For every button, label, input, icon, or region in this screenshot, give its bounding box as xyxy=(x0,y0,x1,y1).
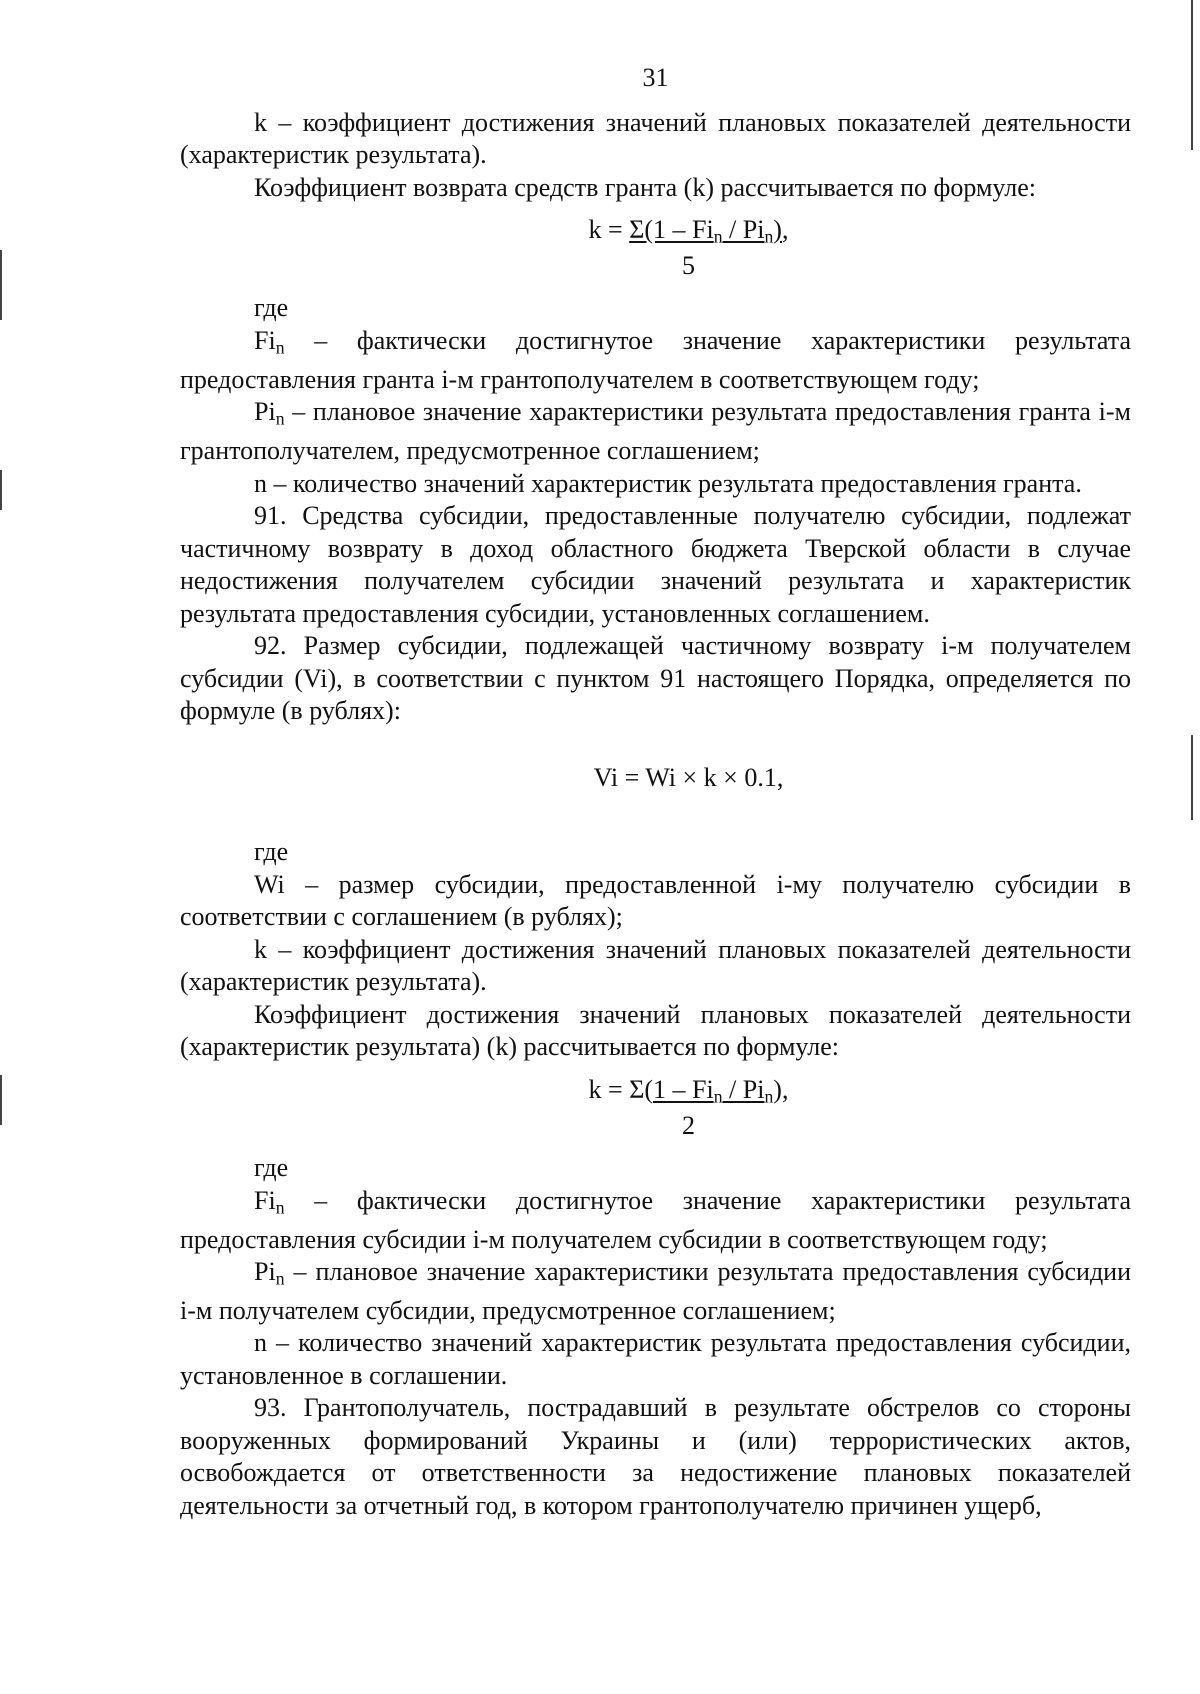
document-page xyxy=(180,62,1131,1522)
paragraph-91: 91. Средства субсидии, предоставленные получателю субсидии, подлежат частичному возврату в доход областного бюджета Тверской области в случае недостижения получателем субсидии значений результата и характеристик результата предоставления субсидии, установленных соглашением. xyxy=(180,501,1131,628)
formula-k-subsidy: k = Σ(1 – Fin / Pin), 2 xyxy=(588,1074,789,1141)
n-definition: n – количество значений характеристик результата предоставления гранта. xyxy=(254,468,1082,498)
k-calculation-intro: Коэффициент возврата средств гранта (k) рассчитывается по формуле: xyxy=(254,172,1037,202)
scan-edge-right xyxy=(1191,0,1193,150)
paragraph-93: 93. Грантополучатель, пострадавший в результате обстрелов со стороны вооруженных формирований Украины и (или) террористических актов, освобождается от ответственности за недостижение плановых показателей деятельности за отчетный год, в котором грантополучателю причинен ущерб, xyxy=(180,1393,1131,1520)
k-definition: k – коэффициент достижения значений плановых показателей деятельности (характеристик результата). xyxy=(180,107,1131,169)
k-calculation-intro: Коэффициент достижения значений плановых показателей деятельности (характеристик результата) (k) рассчитывается по формуле: xyxy=(180,999,1131,1062)
formula-denominator: 5 xyxy=(682,251,695,281)
fi-definition: Fin – фактически достигнутое значение характеристики результата предоставления субсидии i-м получателем субсидии в соответствующем году; xyxy=(180,1185,1132,1254)
scan-edge-left xyxy=(0,250,2,320)
scan-edge-left xyxy=(0,1075,2,1125)
where-label: где xyxy=(254,837,289,867)
page-number: 31 xyxy=(642,63,669,92)
scan-edge-right xyxy=(1191,735,1193,820)
scan-edge-left xyxy=(0,470,2,510)
wi-definition: Wi – размер субсидии, предоставленной i-му получателю субсидии в соответствии с соглашением (в рублях); xyxy=(180,869,1131,932)
paragraph-92: 92. Размер субсидии, подлежащей частичному возврату i-м получателем субсидии (Vi), в соответствии с пунктом 91 настоящего Порядка, определяется по формуле (в рублях): xyxy=(180,631,1131,726)
n-definition: n – количество значений характеристик результата предоставления субсидии, установленное в соглашении. xyxy=(180,1328,1131,1390)
fi-definition: Fin – фактически достигнутое значение характеристики результата предоставления гранта i-м грантополучателем в соответствующем году; xyxy=(180,325,1132,394)
where-label: где xyxy=(254,293,289,323)
formula-denominator: 2 xyxy=(682,1111,695,1141)
pi-definition: Pin – плановое значение характеристики результата предоставления гранта i-м грантополучателем, предусмотренное соглашением; xyxy=(180,397,1132,466)
where-label: где xyxy=(254,1153,289,1183)
pi-definition: Pin – плановое значение характеристики результата предоставления субсидии i-м получателем субсидии, предусмотренное соглашением; xyxy=(180,1257,1131,1325)
k-definition: k – коэффициент достижения значений плановых показателей деятельности (характеристик результата). xyxy=(180,934,1131,997)
formula-k-grant: k = Σ(1 – Fin / Pin), 5 xyxy=(588,215,789,281)
formula-vi: Vi = Wi × k × 0.1, xyxy=(593,762,784,792)
